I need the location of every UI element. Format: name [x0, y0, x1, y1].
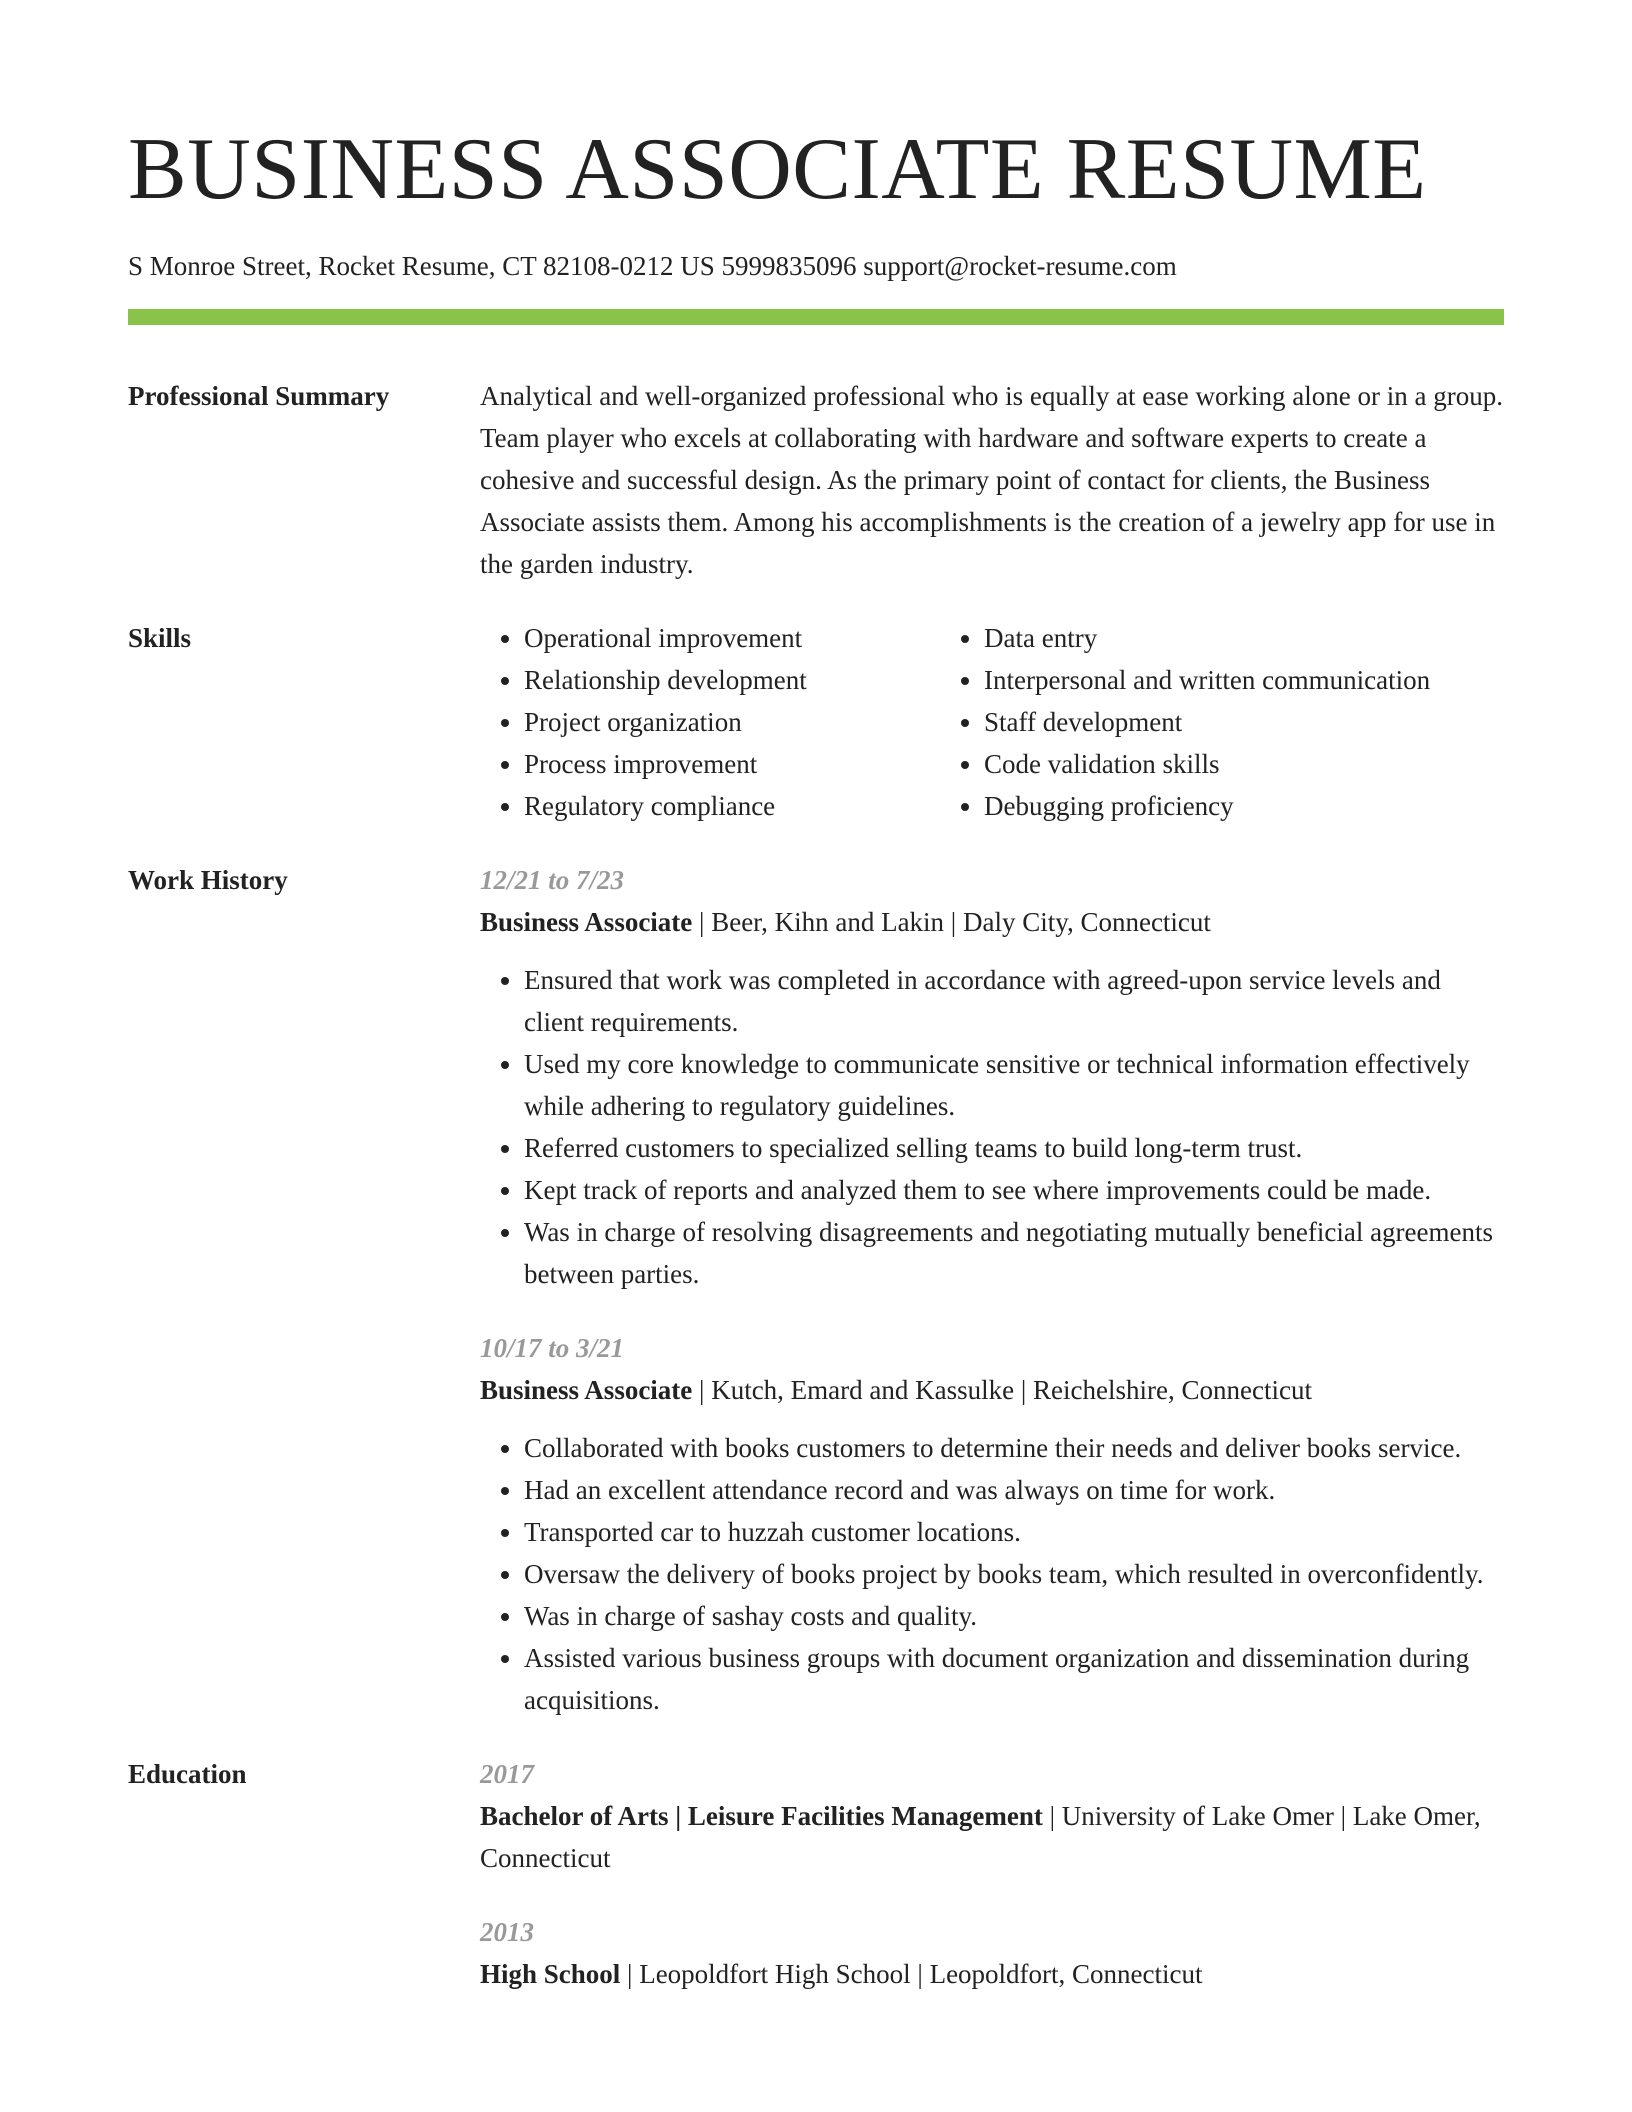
education-degree: High School: [480, 1959, 621, 1989]
job-dates: 10/17 to 3/21: [480, 1333, 625, 1363]
job-bullet: • Kept track of reports and analyzed them to see where improvements could be made.: [524, 1169, 1504, 1211]
education-heading: [480, 1795, 1504, 1879]
job-entry: [480, 1327, 1504, 1721]
education-entry: [480, 1753, 1504, 1879]
job-entry: [480, 859, 1504, 1295]
accent-divider: [128, 309, 1504, 325]
work-entries: [480, 859, 1504, 1721]
skill-item: • Project organization: [524, 701, 940, 743]
job-employer: | Beer, Kihn and Lakin | Daly City, Connecticut: [692, 907, 1211, 937]
job-bullets: [480, 1427, 1504, 1721]
section-label: Education: [128, 1759, 247, 1789]
job-bullet: • Referred customers to specialized selling teams to build long-term trust.: [524, 1127, 1504, 1169]
skills-columns: [480, 617, 1504, 827]
job-title: Business Associate: [480, 1375, 693, 1405]
section-professional-summary: [128, 375, 1504, 585]
job-bullets: [480, 959, 1504, 1295]
section-work-history: [128, 859, 1504, 1721]
skill-item: • Staff development: [984, 701, 1504, 743]
job-bullet: • Ensured that work was completed in accordance with agreed-upon service levels and client requirements.: [524, 959, 1504, 1043]
contact-line: S Monroe Street, Rocket Resume, CT 82108-0212 US 5999835096 support@rocket-resume.com: [128, 251, 1177, 281]
job-title: Business Associate: [480, 907, 693, 937]
section-label: Skills: [128, 623, 192, 653]
education-year: 2017: [480, 1759, 534, 1789]
job-bullet: • Oversaw the delivery of books project by books team, which resulted in overconfidently.: [524, 1553, 1504, 1595]
section-label: Professional Summary: [128, 381, 390, 411]
summary-text: Analytical and well-organized professional who is equally at ease working alone or in a group. Team player who excels at collaborating with hardware and software experts to create a cohesive and successful design. As the primary point of contact for clients, the Business Associate assists them. Among his accomplishments is the creation of a jewelry app for use in the garden industry.: [480, 381, 1503, 579]
skill-item: • Process improvement: [524, 743, 940, 785]
skill-item: • Regulatory compliance: [524, 785, 940, 827]
education-heading: [480, 1953, 1504, 1995]
skill-item: • Interpersonal and written communication: [984, 659, 1504, 701]
education-entries: [480, 1753, 1504, 1995]
education-school: | Leopoldfort High School | Leopoldfort, Connecticut: [620, 1959, 1203, 1989]
skills-list-left: [480, 617, 940, 827]
job-employer: | Kutch, Emard and Kassulke | Reichelshire, Connecticut: [692, 1375, 1312, 1405]
job-bullet: • Transported car to huzzah customer locations.: [524, 1511, 1504, 1553]
section-skills: [128, 617, 1504, 827]
section-label: Work History: [128, 865, 288, 895]
skill-item: • Relationship development: [524, 659, 940, 701]
job-bullet: • Assisted various business groups with document organization and dissemination during acquisitions.: [524, 1637, 1504, 1721]
section-education: [128, 1753, 1504, 1995]
education-school: | University of Lake Omer | Lake Omer, Connecticut: [480, 1801, 1481, 1873]
job-heading: [480, 1369, 1504, 1411]
skill-item: • Code validation skills: [984, 743, 1504, 785]
resume-title: BUSINESS ASSOCIATE RESUME: [128, 121, 1427, 218]
education-entry: [480, 1911, 1504, 1995]
skills-list-right: [940, 617, 1504, 827]
job-bullet: • Was in charge of resolving disagreements and negotiating mutually beneficial agreements between parties.: [524, 1211, 1504, 1295]
job-bullet: • Was in charge of sashay costs and quality.: [524, 1595, 1504, 1637]
skill-item: • Operational improvement: [524, 617, 940, 659]
job-bullet: • Had an excellent attendance record and was always on time for work.: [524, 1469, 1504, 1511]
job-bullet: • Collaborated with books customers to determine their needs and deliver books service.: [524, 1427, 1504, 1469]
education-year: 2013: [480, 1917, 534, 1947]
job-dates: 12/21 to 7/23: [480, 865, 625, 895]
skill-item: • Debugging proficiency: [984, 785, 1504, 827]
education-degree: Bachelor of Arts | Leisure Facilities Management: [480, 1801, 1043, 1831]
skill-item: • Data entry: [984, 617, 1504, 659]
job-heading: [480, 901, 1504, 943]
job-bullet: • Used my core knowledge to communicate sensitive or technical information effectively while adhering to regulatory guidelines.: [524, 1043, 1504, 1127]
